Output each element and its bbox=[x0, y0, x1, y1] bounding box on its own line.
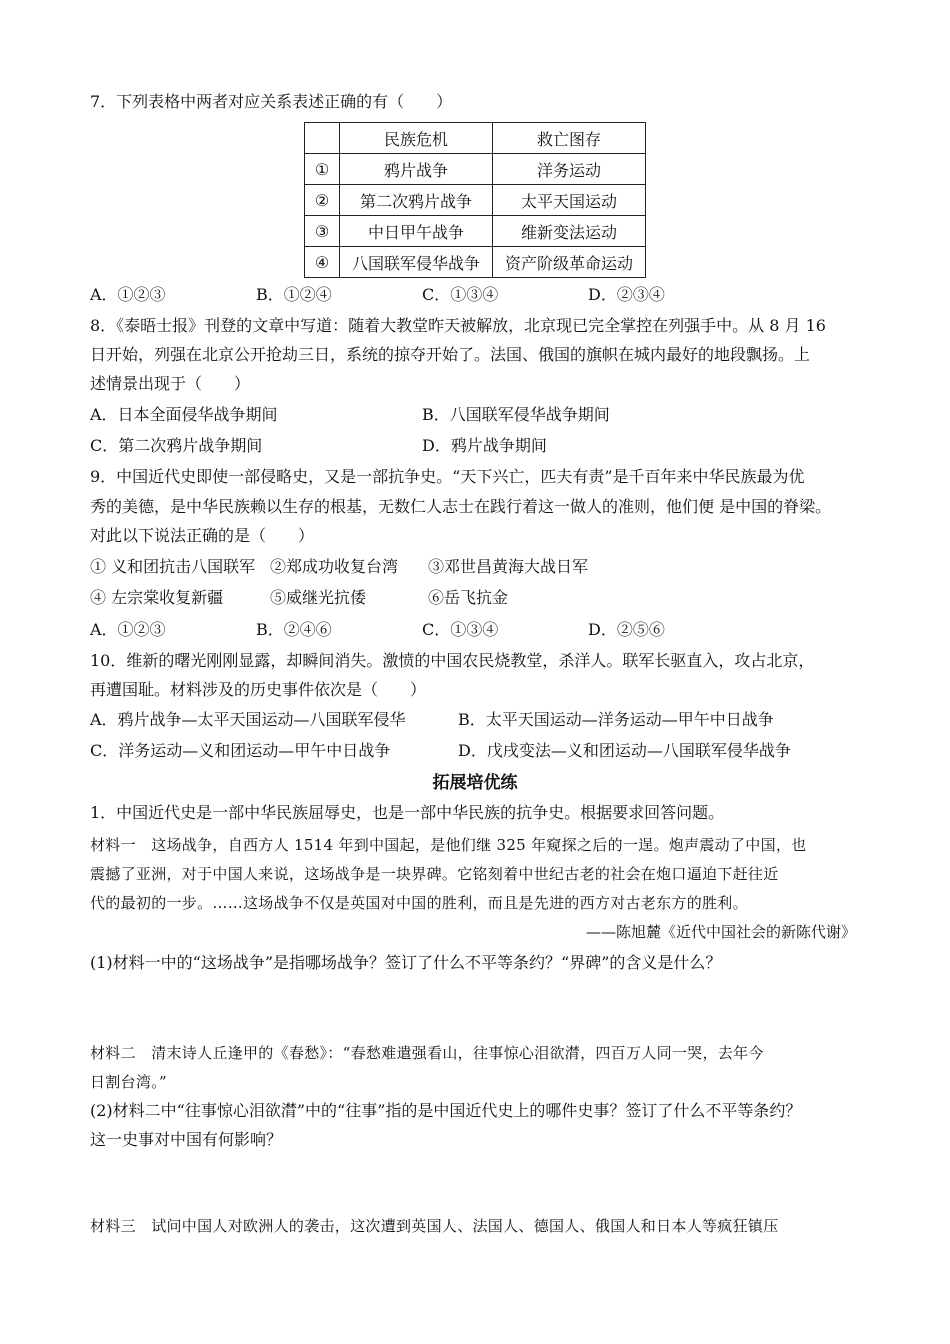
q10-stem-line-1: 10．维新的曙光刚刚显露，却瞬间消失。激愤的中国农民烧教堂，杀洋人。联军长驱直入，攻占北京， bbox=[90, 651, 815, 670]
material-1-line-2: 震撼了亚洲，对于中国人来说，这场战争是一块界碑。它铭刻着中世纪古老的社会在炮口逼迫下赶往近 bbox=[90, 865, 779, 883]
q9-item: ②郑成功收复台湾 bbox=[270, 557, 399, 576]
material-2-line-1: 材料二 清末诗人丘逢甲的《春愁》：“春愁难遣强看山，往事惊心泪欲潸，四百万人同一哭，去年今 bbox=[90, 1044, 764, 1062]
table-cell bbox=[305, 123, 340, 154]
q7-stem: 7．下列表格中两者对应关系表述正确的有（ ） bbox=[90, 92, 453, 111]
q9-option-a[interactable]: A．①②③ bbox=[90, 620, 166, 639]
table-cell: 维新变法运动 bbox=[493, 216, 646, 247]
material-2-line-2: 日割台湾。” bbox=[90, 1073, 167, 1091]
material-1-source: ——陈旭麓《近代中国社会的新陈代谢》 bbox=[585, 923, 856, 941]
table-header-crisis: 民族危机 bbox=[340, 123, 493, 154]
q9-item: ③邓世昌黄海大战日军 bbox=[428, 557, 589, 576]
q10-option-a[interactable]: A．鸦片战争—太平天国运动—八国联军侵华 bbox=[90, 710, 406, 729]
q7-table bbox=[304, 122, 646, 278]
table-cell: 第二次鸦片战争 bbox=[340, 185, 493, 216]
table-row bbox=[305, 247, 646, 278]
q9-stem-line-1: 9．中国近代史即使一部侵略史，又是一部抗争史。“天下兴亡，匹夫有责”是千百年来中华民族最为优 bbox=[90, 467, 805, 486]
table-cell: 中日甲午战争 bbox=[340, 216, 493, 247]
q8-option-a[interactable]: A．日本全面侵华战争期间 bbox=[90, 405, 278, 424]
e1-question-2-line-2: 这一史事对中国有何影响？ bbox=[90, 1130, 283, 1149]
q10-option-d[interactable]: D．戊戌变法—义和团运动—八国联军侵华战争 bbox=[458, 741, 791, 760]
q9-stem-line-3: 对此以下说法正确的是（ ） bbox=[90, 526, 315, 545]
table-cell: ④ bbox=[305, 247, 340, 278]
material-1-line-3: 代的最初的一步。……这场战争不仅是英国对中国的胜利，而且是先进的西方对古老东方的胜利。 bbox=[90, 894, 748, 912]
table-cell: 八国联军侵华战争 bbox=[340, 247, 493, 278]
q8-stem-line-2: 日开始，列强在北京公开抢劫三日，系统的掠夺开始了。法国、俄国的旗帜在城内最好的地段飘扬。上 bbox=[90, 345, 811, 364]
table-row bbox=[305, 154, 646, 185]
q7-option-a[interactable]: A．①②③ bbox=[90, 285, 166, 304]
q7-option-b[interactable]: B．①②④ bbox=[256, 285, 332, 304]
table-header-row bbox=[305, 123, 646, 154]
q8-stem-line-3: 述情景出现于（ ） bbox=[90, 374, 251, 393]
e1-stem: 1．中国近代史是一部中华民族屈辱史，也是一部中华民族的抗争史。根据要求回答问题。 bbox=[90, 803, 725, 822]
q9-item: ④ 左宗棠收复新疆 bbox=[90, 588, 224, 607]
q7-option-d[interactable]: D．②③④ bbox=[588, 285, 665, 304]
q10-option-c[interactable]: C．洋务运动—义和团运动—甲午中日战争 bbox=[90, 741, 391, 760]
section-title: 拓展培优练 bbox=[432, 773, 518, 793]
q7-option-c[interactable]: C．①③④ bbox=[422, 285, 499, 304]
q8-option-c[interactable]: C．第二次鸦片战争期间 bbox=[90, 436, 263, 455]
table-row bbox=[305, 216, 646, 247]
q8-option-d[interactable]: D．鸦片战争期间 bbox=[422, 436, 547, 455]
table-cell: ① bbox=[305, 154, 340, 185]
table-cell: 鸦片战争 bbox=[340, 154, 493, 185]
q9-item: ⑥岳飞抗金 bbox=[428, 588, 509, 607]
q9-item: ① 义和团抗击八国联军 bbox=[90, 557, 256, 576]
q8-stem-line-1: 8．《泰晤士报》刊登的文章中写道：随着大教堂昨天被解放，北京现已完全掌控在列强手中。从 8 月 16 bbox=[90, 316, 826, 335]
table-header-salvation: 救亡图存 bbox=[493, 123, 646, 154]
table-cell: ② bbox=[305, 185, 340, 216]
q9-option-d[interactable]: D．②⑤⑥ bbox=[588, 620, 665, 639]
q8-option-b[interactable]: B．八国联军侵华战争期间 bbox=[422, 405, 610, 424]
table-cell: 太平天国运动 bbox=[493, 185, 646, 216]
table-row bbox=[305, 185, 646, 216]
q10-option-b[interactable]: B．太平天国运动—洋务运动—甲午中日战争 bbox=[458, 710, 774, 729]
q10-stem-line-2: 再遭国耻。材料涉及的历史事件依次是（ ） bbox=[90, 680, 427, 699]
q9-option-b[interactable]: B．②④⑥ bbox=[256, 620, 332, 639]
q9-option-c[interactable]: C．①③④ bbox=[422, 620, 499, 639]
table-cell: 洋务运动 bbox=[493, 154, 646, 185]
table-cell: 资产阶级革命运动 bbox=[493, 247, 646, 278]
q9-item: ⑤威继光抗倭 bbox=[270, 588, 367, 607]
e1-question-2-line-1: (2)材料二中“往事惊心泪欲潸”中的“往事”指的是中国近代史上的哪件史事？签订了什么不平等条约？ bbox=[90, 1101, 802, 1120]
e1-question-1: (1)材料一中的“这场战争”是指哪场战争？签订了什么不平等条约？“界碑”的含义是什么？ bbox=[90, 953, 722, 972]
q9-stem-line-2: 秀的美德，是中华民族赖以生存的根基，无数仁人志士在践行着这一做人的准则，他们便 是中国的脊梁。 bbox=[90, 497, 832, 516]
material-1-line-1: 材料一 这场战争，自西方人 1514 年到中国起，是他们继 325 年窥探之后的一逞。炮声震动了中国，也 bbox=[90, 836, 807, 854]
table-cell: ③ bbox=[305, 216, 340, 247]
material-3-line-1: 材料三 试问中国人对欧洲人的袭击，这次遭到英国人、法国人、德国人、俄国人和日本人等疯狂镇压 bbox=[90, 1217, 779, 1235]
